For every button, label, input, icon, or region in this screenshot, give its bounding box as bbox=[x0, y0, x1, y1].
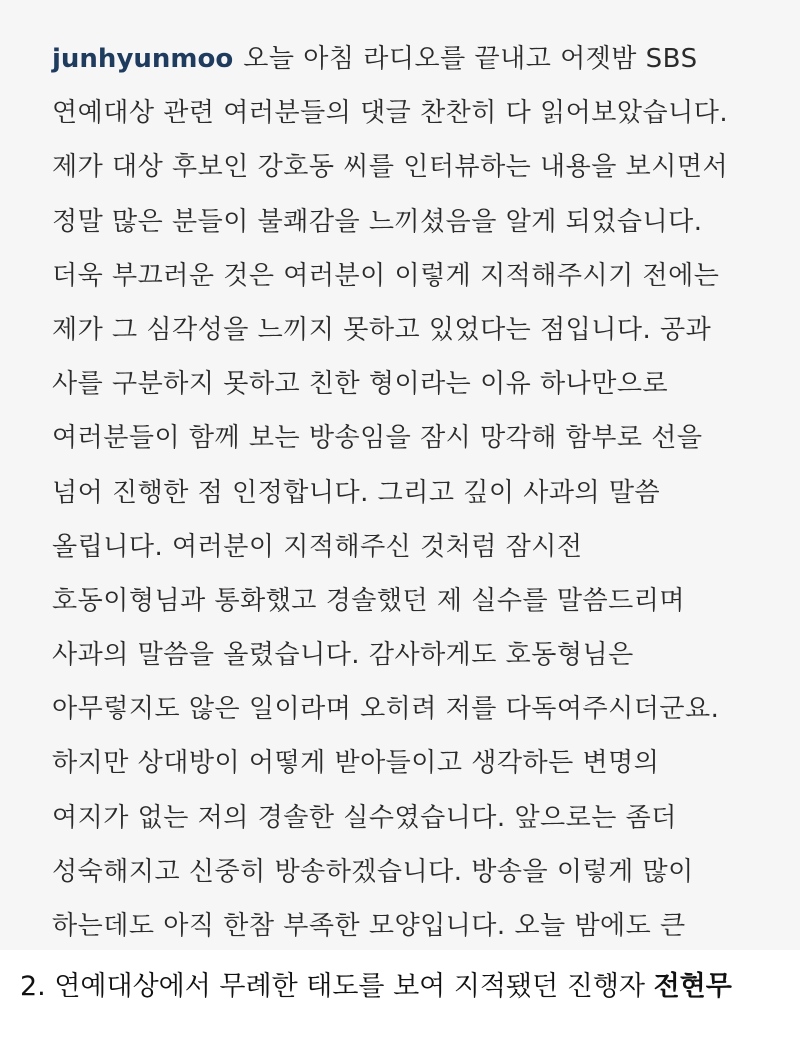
caption-line: 사과의 말씀을 올렸습니다. 감사하게도 호동형님은 bbox=[52, 640, 634, 671]
article-caption bbox=[20, 962, 790, 1012]
caption-line: 제가 대상 후보인 강호동 씨를 인터뷰하는 내용을 보시면서 bbox=[52, 152, 729, 183]
caption-line: 더욱 부끄러운 것은 여러분이 이렇게 지적해주시기 전에는 bbox=[52, 260, 720, 291]
caption-line: 올립니다. 여러분이 지적해주신 것처럼 잠시전 bbox=[52, 531, 583, 562]
caption-line: 사를 구분하지 못하고 친한 형이라는 이유 하나만으로 bbox=[52, 369, 669, 400]
username[interactable]: junhyunmoo bbox=[52, 44, 234, 74]
caption-line: 여러분들이 함께 보는 방송임을 잠시 망각해 함부로 선을 bbox=[52, 423, 703, 454]
caption-line bbox=[52, 32, 772, 86]
caption-line: 하지만 상대방이 어떻게 받아들이고 생각하든 변명의 bbox=[52, 748, 660, 779]
caption-line: 호동이형님과 통화했고 경솔했던 제 실수를 말씀드리며 bbox=[52, 585, 685, 616]
article-caption-text: 2. 연예대상에서 무례한 태도를 보여 지적됐던 진행자 bbox=[20, 971, 654, 1002]
caption-line: 성숙해지고 신중히 방송하겠습니다. 방송을 이렇게 많이 bbox=[52, 856, 694, 887]
caption-line: 연예대상 관련 여러분들의 댓글 찬찬히 다 읽어보았습니다. bbox=[52, 98, 729, 129]
caption-line-text: 오늘 아침 라디오를 끝내고 어젯밤 SBS bbox=[243, 44, 698, 74]
caption-line: 제가 그 심각성을 느끼지 못하고 있었다는 점입니다. 공과 bbox=[52, 314, 712, 345]
caption-line: 여지가 없는 저의 경솔한 실수였습니다. 앞으로는 좀더 bbox=[52, 802, 677, 833]
caption-line: 정말 많은 분들이 불쾌감을 느끼셨음을 알게 되었습니다. bbox=[52, 206, 703, 237]
host-name: 전현무 bbox=[653, 971, 732, 1002]
caption-line: 하는데도 아직 한참 부족한 모양입니다. 오늘 밤에도 큰 bbox=[52, 911, 686, 941]
caption-line: 아무렇지도 않은 일이라며 오히려 저를 다독여주시더군요. bbox=[52, 694, 720, 725]
caption-line: 넘어 진행한 점 인정합니다. 그리고 깊이 사과의 말씀 bbox=[52, 477, 661, 508]
post-caption bbox=[52, 32, 772, 950]
